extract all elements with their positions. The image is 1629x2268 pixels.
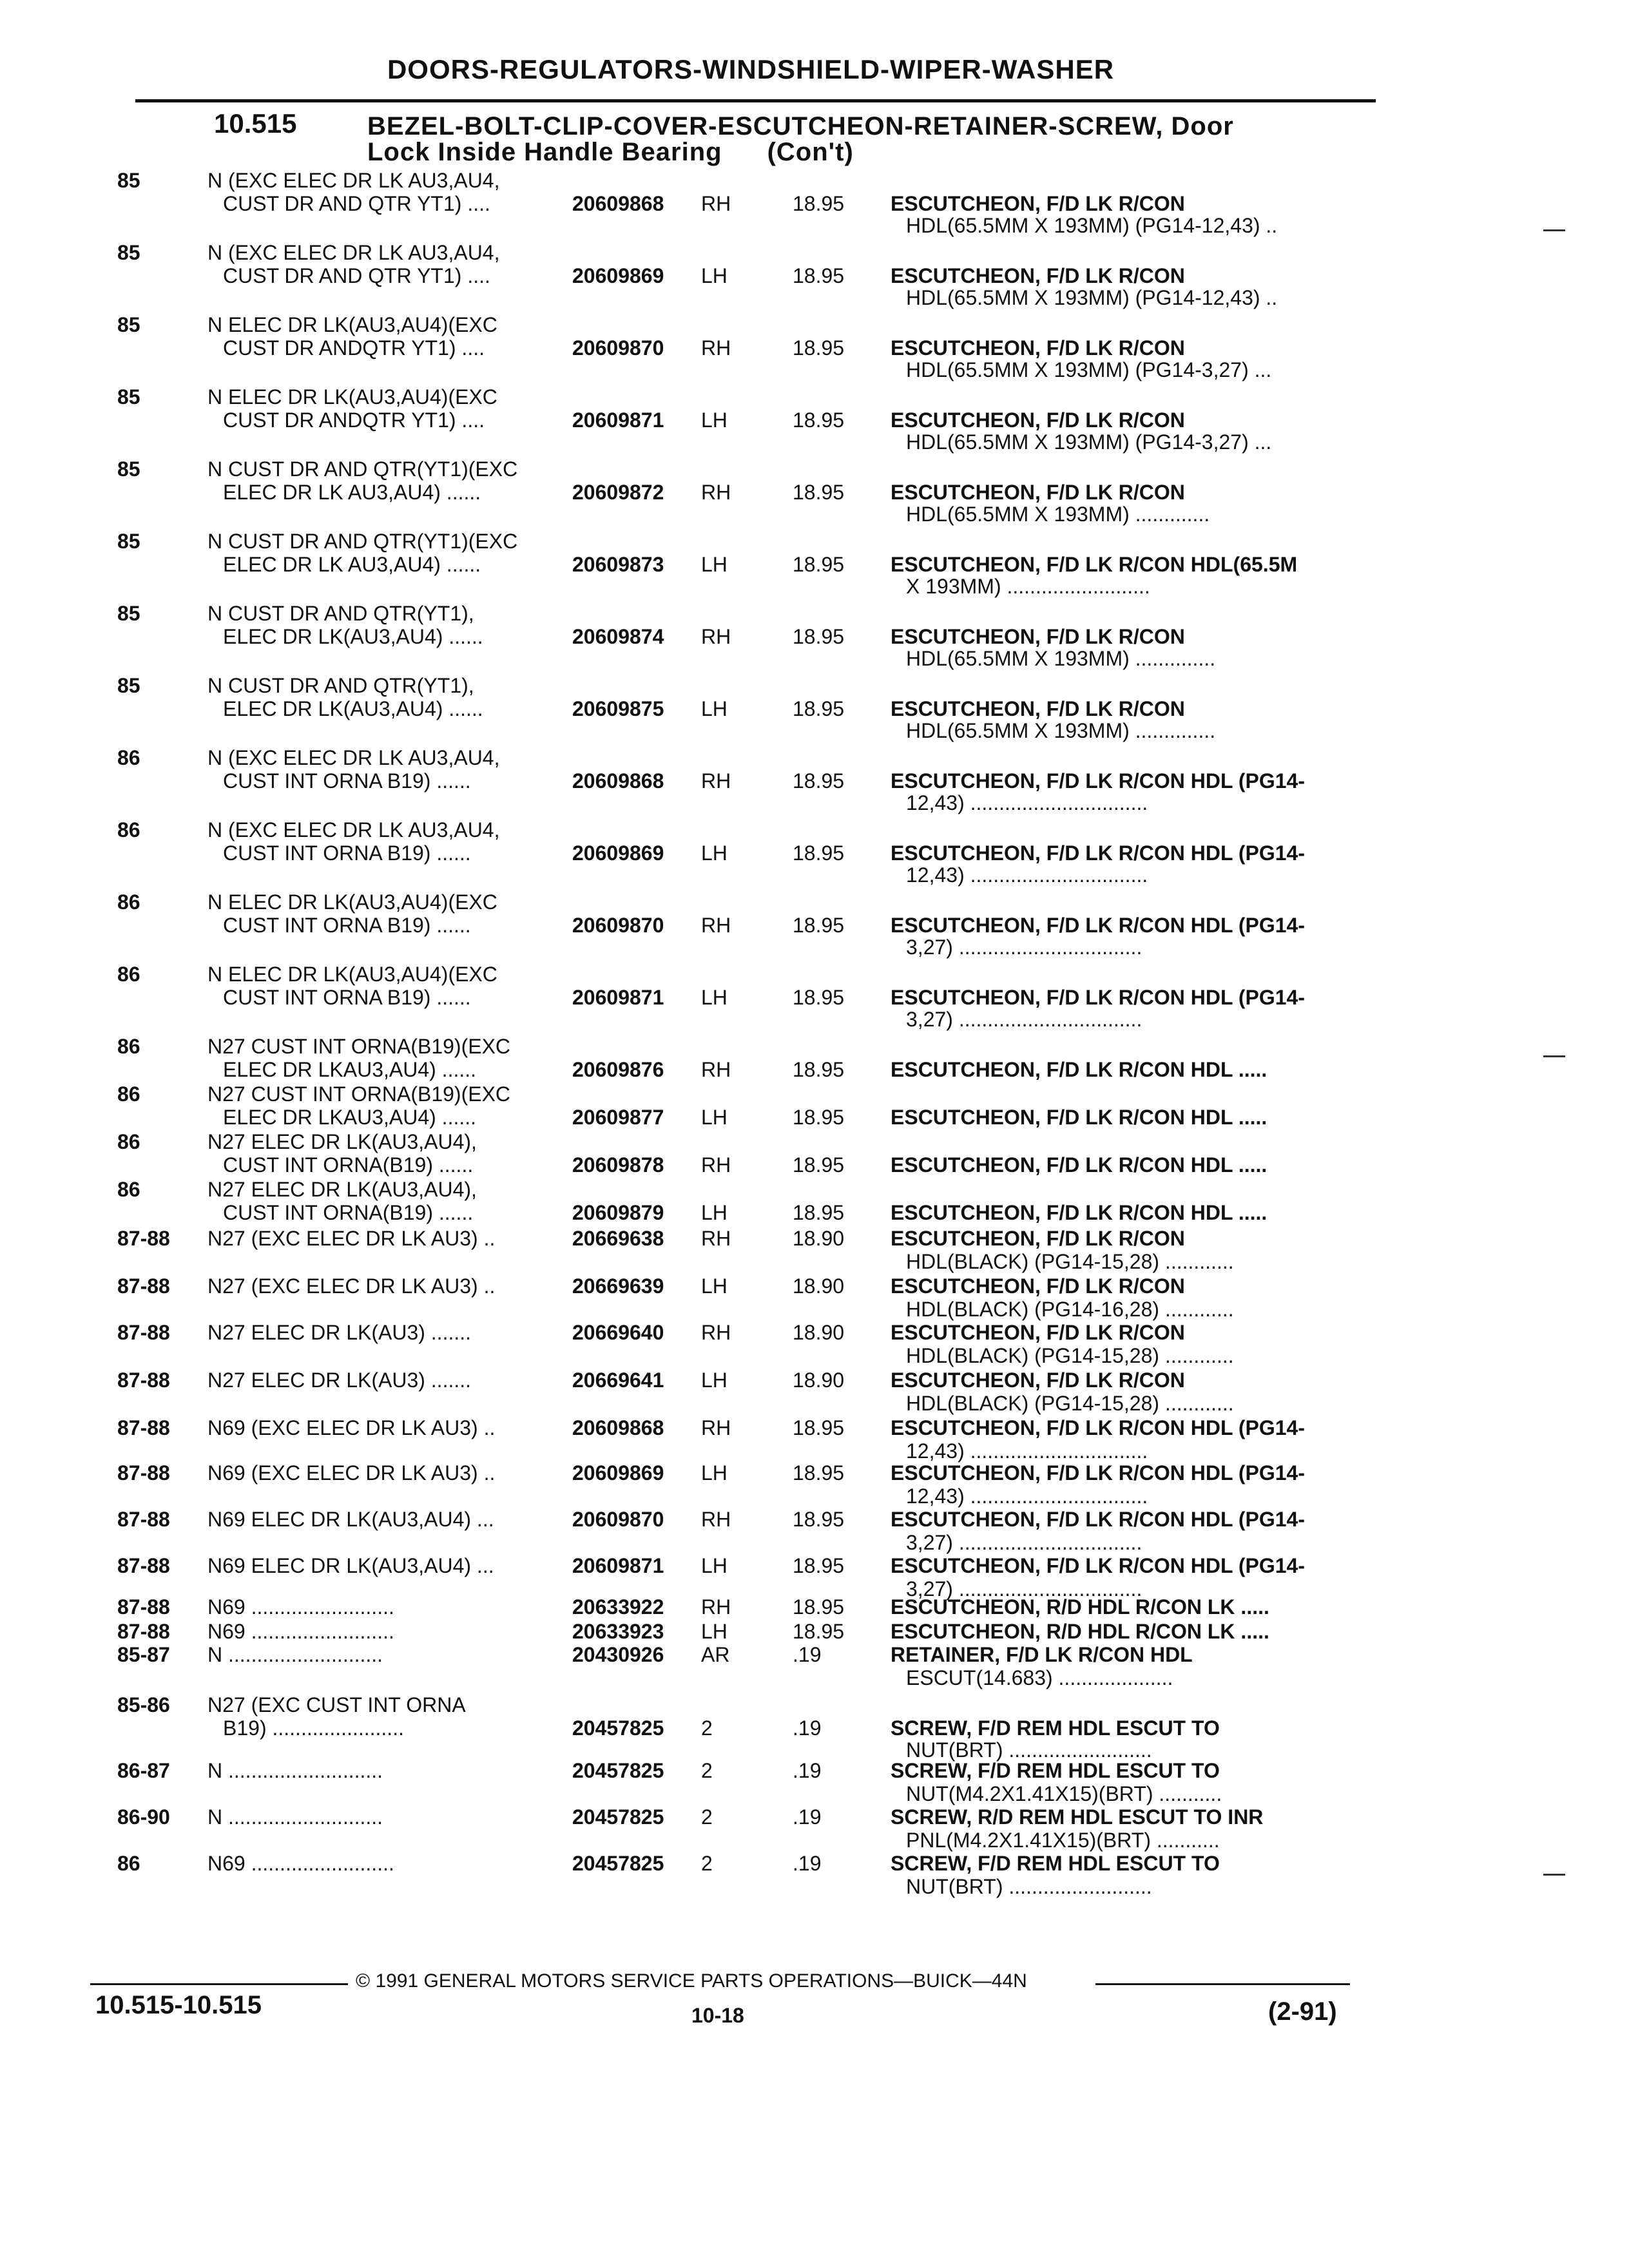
- parts-list-row: [0, 1759, 1629, 1805]
- entry-description-2: 12,43) ...............................: [906, 791, 1148, 814]
- entry-quantity: LH: [701, 1461, 728, 1485]
- entry-description-1: ESCUTCHEON, F/D LK R/CON HDL .....: [891, 1106, 1268, 1129]
- entry-applicability-1: N27 ELEC DR LK(AU3,AU4),: [207, 1178, 477, 1201]
- entry-description-1: ESCUTCHEON, F/D LK R/CON HDL .....: [891, 1201, 1268, 1224]
- entry-price: 18.95: [793, 1153, 845, 1177]
- entry-applicability-2: ELEC DR LK AU3,AU4) ......: [223, 481, 481, 504]
- entry-part-number: 20430926: [572, 1643, 664, 1666]
- entry-quantity: RH: [701, 914, 731, 937]
- entry-applicability-2: ELEC DR LK AU3,AU4) ......: [223, 553, 481, 576]
- entry-part-number: 20609871: [572, 408, 664, 432]
- entry-price: 18.95: [793, 336, 845, 360]
- parts-list-row: [0, 1805, 1629, 1852]
- entry-part-number: 20609868: [572, 769, 664, 793]
- entry-part-number: 20609878: [572, 1153, 664, 1177]
- entry-applicability-1: N (EXC ELEC DR LK AU3,AU4,: [207, 746, 500, 769]
- entry-applicability-2: CUST INT ORNA B19) ......: [223, 769, 471, 793]
- header-rule: [135, 99, 1376, 102]
- entry-year: 85: [117, 602, 140, 625]
- entry-year: 85: [117, 674, 140, 697]
- entry-quantity: RH: [701, 1227, 731, 1250]
- margin-mark: [1543, 1055, 1565, 1057]
- entry-price: 18.95: [793, 914, 845, 937]
- entry-description-1: ESCUTCHEON, F/D LK R/CON HDL .....: [891, 1058, 1268, 1081]
- entry-applicability-1: N CUST DR AND QTR(YT1)(EXC: [207, 457, 518, 481]
- entry-price: 18.90: [793, 1321, 845, 1344]
- entry-description-2: 3,27) ................................: [906, 936, 1142, 959]
- entry-applicability-2: CUST DR ANDQTR YT1) ....: [223, 336, 485, 360]
- entry-description-1: SCREW, F/D REM HDL ESCUT TO: [891, 1716, 1220, 1740]
- footer-rule-left: [90, 1983, 348, 1985]
- entry-description-2: NUT(M4.2X1.41X15)(BRT) ...........: [906, 1782, 1222, 1805]
- entry-applicability-1: N69 (EXC ELEC DR LK AU3) ..: [207, 1416, 496, 1439]
- entry-applicability-1: N (EXC ELEC DR LK AU3,AU4,: [207, 818, 500, 841]
- entry-applicability-1: N ELEC DR LK(AU3,AU4)(EXC: [207, 313, 497, 336]
- footer-page-number: 10-18: [691, 2004, 744, 2027]
- entry-description-1: ESCUTCHEON, F/D LK R/CON: [891, 1321, 1185, 1344]
- entry-year: 86: [117, 963, 140, 986]
- entry-year: 87-88: [117, 1508, 170, 1531]
- entry-description-2: 12,43) ...............................: [906, 863, 1148, 887]
- section-title-line1: BEZEL-BOLT-CLIP-COVER-ESCUTCHEON-RETAINER-SCREW, Door: [367, 112, 1234, 140]
- entry-part-number: 20457825: [572, 1716, 664, 1740]
- entry-description-1: ESCUTCHEON, F/D LK R/CON: [891, 697, 1185, 720]
- entry-quantity: 2: [701, 1805, 713, 1829]
- entry-part-number: 20609871: [572, 986, 664, 1009]
- entry-price: 18.95: [793, 1554, 845, 1577]
- entry-description-1: ESCUTCHEON, F/D LK R/CON HDL .....: [891, 1153, 1268, 1177]
- entry-applicability-2: CUST INT ORNA B19) ......: [223, 914, 471, 937]
- parts-list-row: [0, 963, 1629, 1035]
- entry-year: 87-88: [117, 1274, 170, 1298]
- page-header: DOORS-REGULATORS-WINDSHIELD-WIPER-WASHER: [387, 54, 1115, 84]
- entry-quantity: AR: [701, 1643, 730, 1666]
- entry-year: 85: [117, 457, 140, 481]
- entry-part-number: 20609870: [572, 336, 664, 360]
- entry-quantity: LH: [701, 264, 728, 287]
- entry-applicability-2: ELEC DR LK(AU3,AU4) ......: [223, 697, 483, 720]
- parts-list-row: [0, 1321, 1629, 1367]
- entry-description-1: ESCUTCHEON, F/D LK R/CON HDL (PG14-: [891, 1461, 1305, 1485]
- entry-part-number: 20609877: [572, 1106, 664, 1129]
- entry-applicability-1: N27 ELEC DR LK(AU3,AU4),: [207, 1130, 477, 1153]
- section-code: 10.515: [214, 108, 297, 139]
- entry-quantity: RH: [701, 1595, 731, 1619]
- entry-year: 85: [117, 385, 140, 408]
- entry-part-number: 20609868: [572, 192, 664, 215]
- entry-description-1: ESCUTCHEON, F/D LK R/CON: [891, 408, 1185, 432]
- entry-price: 18.95: [793, 1508, 845, 1531]
- entry-year: 87-88: [117, 1620, 170, 1643]
- entry-year: 86: [117, 1035, 140, 1058]
- entry-applicability-1: N69 ELEC DR LK(AU3,AU4) ...: [207, 1508, 494, 1531]
- entry-applicability-2: ELEC DR LKAU3,AU4) ......: [223, 1058, 477, 1081]
- entry-year: 86-87: [117, 1759, 170, 1782]
- entry-part-number: 20609869: [572, 841, 664, 865]
- entry-quantity: LH: [701, 1620, 728, 1643]
- entry-applicability-2: CUST DR AND QTR YT1) ....: [223, 192, 490, 215]
- entry-quantity: LH: [701, 553, 728, 576]
- parts-list-row: [0, 457, 1629, 530]
- entry-part-number: 20609868: [572, 1416, 664, 1439]
- parts-list-row: [0, 1595, 1629, 1621]
- entry-description-1: ESCUTCHEON, F/D LK R/CON: [891, 481, 1185, 504]
- footer-copyright: © 1991 GENERAL MOTORS SERVICE PARTS OPERATIONS—BUICK—44N: [356, 1970, 1027, 1992]
- entry-year: 87-88: [117, 1554, 170, 1577]
- section-title-line2: [367, 139, 1347, 165]
- entry-quantity: 2: [701, 1759, 713, 1782]
- entry-quantity: LH: [701, 1369, 728, 1392]
- entry-description-2: 12,43) ...............................: [906, 1485, 1148, 1508]
- entry-description-1: ESCUTCHEON, F/D LK R/CON HDL(65.5M: [891, 553, 1298, 576]
- entry-price: 18.95: [793, 1201, 845, 1224]
- entry-year: 86: [117, 818, 140, 841]
- parts-list-row: [0, 602, 1629, 674]
- entry-description-1: ESCUTCHEON, F/D LK R/CON: [891, 1274, 1185, 1298]
- entry-applicability-1: N ELEC DR LK(AU3,AU4)(EXC: [207, 963, 497, 986]
- entry-applicability-1: N27 (EXC ELEC DR LK AU3) ..: [207, 1274, 496, 1298]
- entry-part-number: 20457825: [572, 1805, 664, 1829]
- entry-description-2: HDL(BLACK) (PG14-16,28) ............: [906, 1298, 1234, 1321]
- entry-applicability-1: N ...........................: [207, 1643, 383, 1666]
- entry-quantity: LH: [701, 1274, 728, 1298]
- entry-description-2: HDL(BLACK) (PG14-15,28) ............: [906, 1392, 1234, 1415]
- entry-price: .19: [793, 1643, 822, 1666]
- entry-description-1: SCREW, F/D REM HDL ESCUT TO: [891, 1852, 1220, 1875]
- entry-applicability-1: N ...........................: [207, 1759, 383, 1782]
- entry-part-number: 20457825: [572, 1852, 664, 1875]
- entry-description-2: PNL(M4.2X1.41X15)(BRT) ...........: [906, 1829, 1220, 1852]
- entry-quantity: LH: [701, 986, 728, 1009]
- entry-part-number: 20633922: [572, 1595, 664, 1619]
- entry-price: 18.95: [793, 553, 845, 576]
- entry-year: 85: [117, 313, 140, 336]
- entry-year: 87-88: [117, 1369, 170, 1392]
- entry-year: 87-88: [117, 1227, 170, 1250]
- entry-description-1: ESCUTCHEON, F/D LK R/CON: [891, 192, 1185, 215]
- parts-list-row: [0, 746, 1629, 818]
- entry-part-number: 20609875: [572, 697, 664, 720]
- parts-list-row: [0, 1852, 1629, 1898]
- section-title-cont: (Con't): [767, 138, 854, 166]
- entry-quantity: RH: [701, 1153, 731, 1177]
- entry-applicability-1: N27 ELEC DR LK(AU3) .......: [207, 1369, 472, 1392]
- entry-price: .19: [793, 1716, 822, 1740]
- entry-applicability-1: N ...........................: [207, 1805, 383, 1829]
- parts-list-row: [0, 241, 1629, 313]
- entry-price: 18.95: [793, 697, 845, 720]
- entry-description-2: NUT(BRT) .........................: [906, 1875, 1152, 1898]
- entry-quantity: LH: [701, 1106, 728, 1129]
- entry-price: 18.95: [793, 625, 845, 648]
- entry-year: 87-88: [117, 1321, 170, 1344]
- entry-description-1: SCREW, F/D REM HDL ESCUT TO: [891, 1759, 1220, 1782]
- entry-part-number: 20609871: [572, 1554, 664, 1577]
- entry-price: 18.95: [793, 1595, 845, 1619]
- entry-part-number: 20669641: [572, 1369, 664, 1392]
- entry-description-1: ESCUTCHEON, F/D LK R/CON: [891, 264, 1185, 287]
- entry-part-number: 20609869: [572, 1461, 664, 1485]
- entry-year: 86: [117, 1082, 140, 1106]
- entry-price: 18.90: [793, 1227, 845, 1250]
- entry-year: 85-86: [117, 1693, 170, 1716]
- entry-price: 18.95: [793, 1106, 845, 1129]
- footer-date-code: (2-91): [1268, 1997, 1337, 2026]
- entry-applicability-1: N27 (EXC ELEC DR LK AU3) ..: [207, 1227, 496, 1250]
- entry-quantity: LH: [701, 1201, 728, 1224]
- entry-price: 18.95: [793, 1416, 845, 1439]
- entry-applicability-2: CUST DR ANDQTR YT1) ....: [223, 408, 485, 432]
- entry-quantity: LH: [701, 1554, 728, 1577]
- section-title: [367, 113, 1347, 165]
- entry-description-1: ESCUTCHEON, R/D HDL R/CON LK .....: [891, 1595, 1269, 1619]
- entry-description-1: ESCUTCHEON, F/D LK R/CON HDL (PG14-: [891, 1508, 1305, 1531]
- entry-quantity: RH: [701, 192, 731, 215]
- margin-mark: [1543, 1874, 1565, 1876]
- entry-quantity: RH: [701, 1058, 731, 1081]
- entry-applicability-1: N27 ELEC DR LK(AU3) .......: [207, 1321, 472, 1344]
- entry-year: 87-88: [117, 1595, 170, 1619]
- entry-description-2: NUT(BRT) .........................: [906, 1738, 1152, 1762]
- entry-applicability-1: N27 (EXC CUST INT ORNA: [207, 1693, 466, 1716]
- entry-part-number: 20609874: [572, 625, 664, 648]
- parts-list-row: [0, 890, 1629, 963]
- entry-price: 18.95: [793, 192, 845, 215]
- entry-description-1: RETAINER, F/D LK R/CON HDL: [891, 1643, 1193, 1666]
- entry-part-number: 20669638: [572, 1227, 664, 1250]
- parts-list-row: [0, 1274, 1629, 1321]
- entry-price: .19: [793, 1759, 822, 1782]
- entry-year: 86-90: [117, 1805, 170, 1829]
- entry-quantity: RH: [701, 1321, 731, 1344]
- entry-quantity: 2: [701, 1852, 713, 1875]
- entry-description-1: ESCUTCHEON, F/D LK R/CON: [891, 1227, 1185, 1250]
- entry-part-number: 20609876: [572, 1058, 664, 1081]
- entry-description-2: 12,43) ...............................: [906, 1439, 1148, 1463]
- entry-description-1: ESCUTCHEON, F/D LK R/CON HDL (PG14-: [891, 1554, 1305, 1577]
- entry-price: 18.95: [793, 841, 845, 865]
- entry-applicability-1: N ELEC DR LK(AU3,AU4)(EXC: [207, 385, 497, 408]
- entry-description-2: HDL(BLACK) (PG14-15,28) ............: [906, 1250, 1234, 1273]
- parts-list-row: [0, 1643, 1629, 1689]
- entry-year: 86: [117, 1130, 140, 1153]
- entry-year: 85: [117, 241, 140, 264]
- entry-year: 86: [117, 1852, 140, 1875]
- entry-description-2: 3,27) ................................: [906, 1531, 1142, 1554]
- entry-price: 18.95: [793, 769, 845, 793]
- entry-applicability-2: CUST INT ORNA B19) ......: [223, 841, 471, 865]
- entry-applicability-1: N27 CUST INT ORNA(B19)(EXC: [207, 1035, 511, 1058]
- footer-range: 10.515-10.515: [95, 1991, 262, 2019]
- entry-description-1: ESCUTCHEON, F/D LK R/CON: [891, 336, 1185, 360]
- parts-list-row: [0, 818, 1629, 890]
- entry-applicability-1: N ELEC DR LK(AU3,AU4)(EXC: [207, 890, 497, 914]
- entry-quantity: RH: [701, 336, 731, 360]
- entry-part-number: 20633923: [572, 1620, 664, 1643]
- entry-part-number: 20609879: [572, 1201, 664, 1224]
- entry-part-number: 20669639: [572, 1274, 664, 1298]
- entry-description-1: ESCUTCHEON, F/D LK R/CON HDL (PG14-: [891, 986, 1305, 1009]
- entry-applicability-2: B19) .......................: [223, 1716, 404, 1740]
- parts-list-row: [0, 169, 1629, 241]
- entry-applicability-2: CUST INT ORNA(B19) ......: [223, 1201, 474, 1224]
- entry-applicability-1: N27 CUST INT ORNA(B19)(EXC: [207, 1082, 511, 1106]
- entry-year: 86: [117, 1178, 140, 1201]
- parts-list-row: [0, 1693, 1629, 1765]
- entry-year: 87-88: [117, 1416, 170, 1439]
- entry-quantity: LH: [701, 697, 728, 720]
- entry-description-1: ESCUTCHEON, F/D LK R/CON: [891, 1369, 1185, 1392]
- entry-price: 18.95: [793, 1620, 845, 1643]
- entry-price: 18.95: [793, 1058, 845, 1081]
- parts-list-row: [0, 1554, 1629, 1600]
- entry-part-number: 20457825: [572, 1759, 664, 1782]
- entry-year: 86: [117, 746, 140, 769]
- parts-list-row: [0, 313, 1629, 385]
- entry-year: 87-88: [117, 1461, 170, 1485]
- entry-year: 86: [117, 890, 140, 914]
- entry-part-number: 20609869: [572, 264, 664, 287]
- entry-part-number: 20609870: [572, 914, 664, 937]
- entry-price: 18.95: [793, 481, 845, 504]
- entry-applicability-2: CUST INT ORNA B19) ......: [223, 986, 471, 1009]
- parts-list-row: [0, 1369, 1629, 1415]
- entry-applicability-1: N69 (EXC ELEC DR LK AU3) ..: [207, 1461, 496, 1485]
- entry-price: 18.95: [793, 986, 845, 1009]
- parts-list-row: [0, 1461, 1629, 1508]
- section-title-line2-text: Lock Inside Handle Bearing: [367, 138, 722, 166]
- entry-applicability-2: CUST INT ORNA(B19) ......: [223, 1153, 474, 1177]
- entry-description-1: ESCUTCHEON, F/D LK R/CON HDL (PG14-: [891, 1416, 1305, 1439]
- entry-price: .19: [793, 1852, 822, 1875]
- entry-applicability-1: N CUST DR AND QTR(YT1)(EXC: [207, 530, 518, 553]
- entry-description-2: 3,27) ................................: [906, 1577, 1142, 1600]
- margin-mark: [1543, 229, 1565, 231]
- entry-year: 85: [117, 169, 140, 192]
- entry-price: 18.95: [793, 1461, 845, 1485]
- entry-description-1: SCREW, R/D REM HDL ESCUT TO INR: [891, 1805, 1264, 1829]
- entry-applicability-2: ELEC DR LKAU3,AU4) ......: [223, 1106, 477, 1129]
- entry-applicability-2: ELEC DR LK(AU3,AU4) ......: [223, 625, 483, 648]
- entry-description-2: HDL(65.5MM X 193MM) (PG14-12,43) ..: [906, 214, 1278, 237]
- entry-quantity: RH: [701, 769, 731, 793]
- entry-description-2: HDL(65.5MM X 193MM) (PG14-3,27) ...: [906, 430, 1272, 454]
- entry-description-2: HDL(65.5MM X 193MM) ..............: [906, 647, 1216, 670]
- entry-year: 85-87: [117, 1643, 170, 1666]
- entry-description-2: HDL(65.5MM X 193MM) (PG14-3,27) ...: [906, 358, 1272, 381]
- entry-applicability-1: N69 .........................: [207, 1852, 394, 1875]
- entry-part-number: 20609873: [572, 553, 664, 576]
- entry-price: 18.95: [793, 408, 845, 432]
- entry-description-2: HDL(65.5MM X 193MM) ..............: [906, 719, 1216, 742]
- entry-applicability-1: N CUST DR AND QTR(YT1),: [207, 602, 474, 625]
- entry-price: 18.90: [793, 1274, 845, 1298]
- entry-quantity: LH: [701, 841, 728, 865]
- footer-rule-right: [1095, 1983, 1350, 1985]
- entry-description-1: ESCUTCHEON, F/D LK R/CON HDL (PG14-: [891, 841, 1305, 865]
- entry-description-1: ESCUTCHEON, F/D LK R/CON HDL (PG14-: [891, 769, 1305, 793]
- entry-description-1: ESCUTCHEON, F/D LK R/CON: [891, 625, 1185, 648]
- entry-quantity: LH: [701, 408, 728, 432]
- entry-description-2: ESCUT(14.683) ....................: [906, 1666, 1173, 1689]
- entry-description-2: HDL(65.5MM X 193MM) (PG14-12,43) ..: [906, 286, 1278, 309]
- entry-applicability-1: N (EXC ELEC DR LK AU3,AU4,: [207, 169, 500, 192]
- entry-description-1: ESCUTCHEON, F/D LK R/CON HDL (PG14-: [891, 914, 1305, 937]
- entry-applicability-1: N69 ELEC DR LK(AU3,AU4) ...: [207, 1554, 494, 1577]
- parts-list-row: [0, 1227, 1629, 1273]
- entry-price: 18.95: [793, 264, 845, 287]
- entry-quantity: RH: [701, 1508, 731, 1531]
- entry-description-2: 3,27) ................................: [906, 1008, 1142, 1031]
- entry-applicability-1: N (EXC ELEC DR LK AU3,AU4,: [207, 241, 500, 264]
- entry-applicability-1: N CUST DR AND QTR(YT1),: [207, 674, 474, 697]
- entry-year: 85: [117, 530, 140, 553]
- entry-quantity: RH: [701, 625, 731, 648]
- entry-applicability-2: CUST DR AND QTR YT1) ....: [223, 264, 490, 287]
- entry-description-2: X 193MM) .........................: [906, 575, 1150, 598]
- entry-quantity: 2: [701, 1716, 713, 1740]
- entry-applicability-1: N69 .........................: [207, 1595, 394, 1619]
- entry-part-number: 20609872: [572, 481, 664, 504]
- parts-list-row: [0, 1508, 1629, 1554]
- entry-quantity: RH: [701, 481, 731, 504]
- parts-list-row: [0, 1620, 1629, 1646]
- entry-description-1: ESCUTCHEON, R/D HDL R/CON LK .....: [891, 1620, 1269, 1643]
- entry-part-number: 20609870: [572, 1508, 664, 1531]
- entry-price: 18.90: [793, 1369, 845, 1392]
- entry-applicability-1: N69 .........................: [207, 1620, 394, 1643]
- parts-list-row: [0, 385, 1629, 457]
- parts-list-row: [0, 1416, 1629, 1463]
- entry-description-2: HDL(65.5MM X 193MM) .............: [906, 503, 1210, 526]
- entry-quantity: RH: [701, 1416, 731, 1439]
- parts-list-row: [0, 530, 1629, 602]
- parts-list-row: [0, 674, 1629, 746]
- entry-price: .19: [793, 1805, 822, 1829]
- entry-part-number: 20669640: [572, 1321, 664, 1344]
- entry-description-2: HDL(BLACK) (PG14-15,28) ............: [906, 1344, 1234, 1367]
